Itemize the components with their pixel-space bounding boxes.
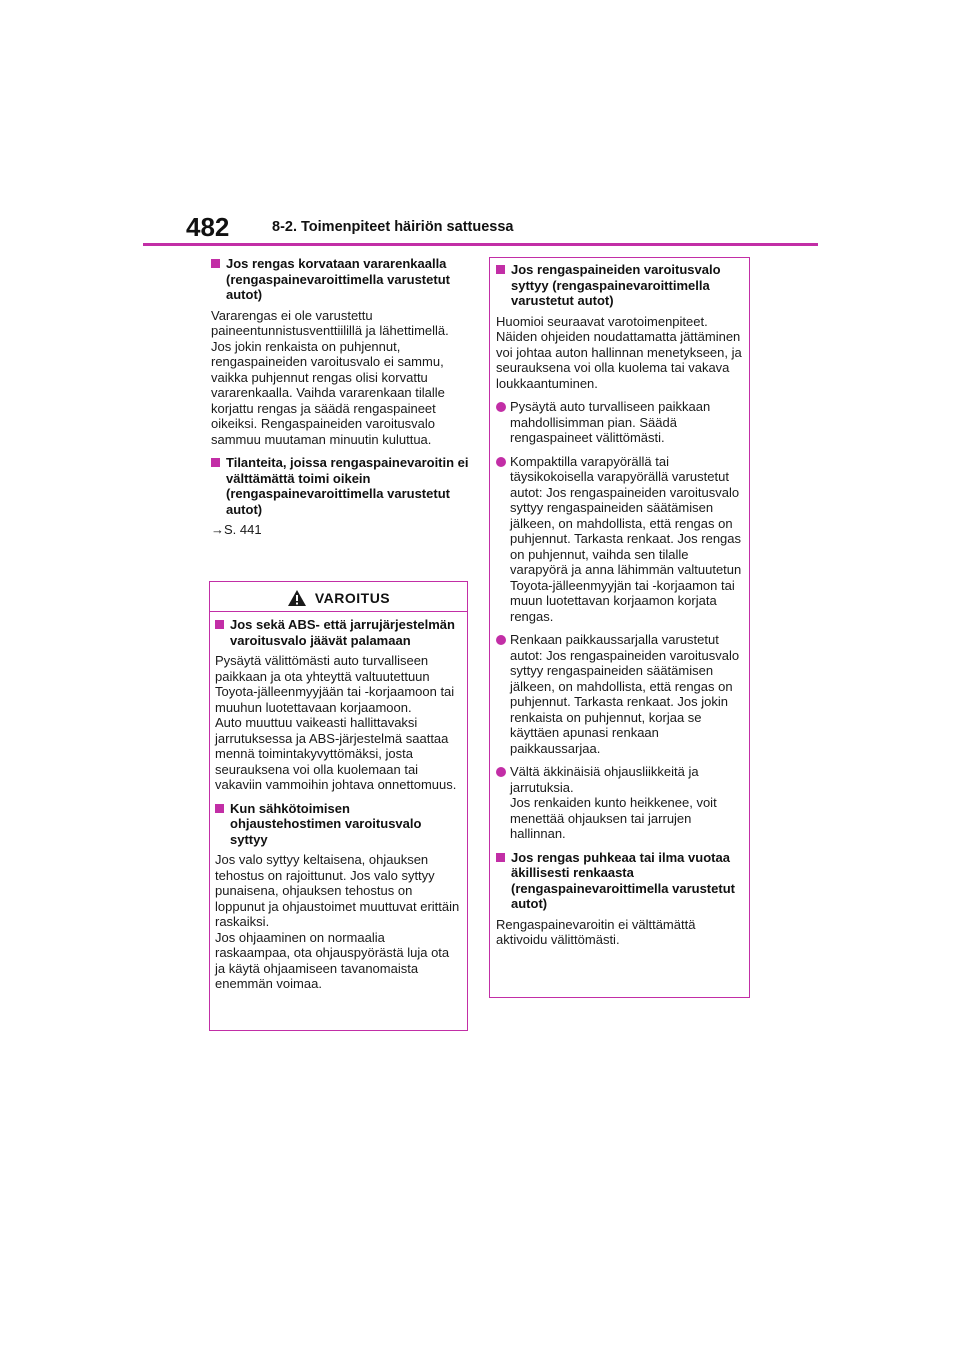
square-bullet-icon bbox=[211, 259, 220, 268]
round-bullet-icon bbox=[496, 457, 506, 467]
left-column bbox=[211, 256, 469, 538]
round-bullet-icon bbox=[496, 402, 506, 412]
list-item: Renkaan paikkaussarjalla varustetut autot: Jos rengaspaineiden varoitusvalo syttyy rengaspaineiden säätämisen jälkeen, on mahdollista, että rengas on puhjennut. Tarkasta renkaat. Jos jokin renkaista on puhjennut, korjaa se käyttäen apunasi renkaan paikkaussarjaa. bbox=[496, 632, 744, 756]
paragraph-power-steering: Jos valo syttyy keltaisena, ohjauksen tehostus on rajoittunut. Jos valo syttyy punaisena, ohjauksen tehostus on loppunut ja ohjaustoimet muuttuvat erittäin raskaiksi. Jos ohjaaminen on normaalia raskaampaa, ota ohjauspyörästä luja ota ja käytä ohjaamiseen tavanomaista enemmän voimaa. bbox=[215, 852, 460, 991]
heading-sudden-puncture: Jos rengas puhkeaa tai ilma vuotaa äkillisesti renkaasta (rengaspainevaroittimella varustetut autot) bbox=[496, 850, 744, 912]
heading-abs-brake: Jos sekä ABS- että jarrujärjestelmän varoitusvalo jäävät palamaan bbox=[215, 617, 462, 648]
square-bullet-icon bbox=[496, 853, 505, 862]
paragraph-sudden-puncture: Rengaspainevaroitin ei välttämättä aktivoidu välittömästi. bbox=[496, 916, 696, 947]
list-item: Kompaktilla varapyörällä tai täysikokoisella varapyörällä varustetut autot: Jos rengaspaineiden varoitusvalo syttyy rengaspaineiden säätämisen jälkeen, on mahdollista, että rengas on puhjennut. Tarkasta renkaat. Jos rengas on puhjennut, vaihda sen tilalle varapyörä ja anna lähimmän valtuutetun Toyota-jälleenmyyjän tai -korjaamon tai muun luotettavan korjaamon korjata rengas. bbox=[496, 454, 744, 625]
list-item: Vältä äkkinäisiä ohjausliikkeitä ja jarrutuksia. Jos renkaiden kunto heikkenee, voit menettää ohjauksen tai jarrujen hallinnan. bbox=[496, 764, 744, 842]
page-number: 482 bbox=[186, 212, 230, 242]
paragraph-tpms-light: Huomioi seuraavat varotoimenpiteet. Näiden ohjeiden noudattamatta jättäminen voi johtaa auton hallinnan menetykseen, ja seurauksena voi olla kuolema tai vakava loukkaantuminen. bbox=[496, 313, 742, 391]
square-bullet-icon bbox=[496, 265, 505, 274]
round-bullet-icon bbox=[496, 635, 506, 645]
section-title: 8-2. Toimenpiteet häiriön sattuessa bbox=[272, 219, 514, 235]
square-bullet-icon bbox=[215, 620, 224, 629]
heading-spare-tire: Jos rengas korvataan vararenkaalla (rengaspainevaroittimella varustetut autot) bbox=[211, 256, 469, 303]
header-rule bbox=[143, 243, 818, 246]
paragraph-abs-brake: Pysäytä välittömästi auto turvalliseen paikkaan ja ota yhteyttä valtuutettuun Toyota-jälleenmyyjään tai -korjaamoon tai muuhun luotettavaan korjaamoon. Auto muuttuu vaikeasti hallittavaksi jarrutuksessa ja ABS-järjestelmä saattaa mennä toimintakyvyttömäksi, josta seurauksena voi olla kuolemaan tai vakaviin vammoihin johtava onnettomuus. bbox=[215, 653, 457, 792]
caution-box bbox=[489, 257, 750, 998]
page-reference-link[interactable]: →S. 441 bbox=[211, 522, 262, 537]
heading-tpms-situations: Tilanteita, joissa rengaspainevaroitin ei välttämättä toimi oikein (rengaspainevaroittimella varustetut autot) bbox=[211, 455, 469, 517]
round-bullet-icon bbox=[496, 767, 506, 777]
square-bullet-icon bbox=[211, 458, 220, 467]
paragraph-spare-tire: Vararengas ei ole varustettu paineentunnistusventtiilillä ja lähettimellä. Jos jokin renkaista on puhjennut, rengaspaineiden varoitusvalo ei sammu, vaikka puhjennut rengas olisi korvattu vararenkaalla. Vaihda vararenkaan tilalle korjattu rengas ja säädä rengaspaineet oikeiksi. Rengaspaineiden varoitusvalo sammuu muutaman minuutin kuluttua. bbox=[211, 307, 449, 447]
warning-triangle-icon bbox=[287, 589, 307, 607]
warning-title: VAROITUS bbox=[314, 590, 391, 606]
list-item: Pysäytä auto turvalliseen paikkaan mahdollisimman pian. Säädä rengaspaineet välittömästi. bbox=[496, 399, 744, 446]
square-bullet-icon bbox=[215, 804, 224, 813]
warning-header bbox=[210, 582, 467, 612]
heading-power-steering: Kun sähkötoimisen ohjaustehostimen varoitusvalo syttyy bbox=[215, 801, 462, 848]
warning-box bbox=[209, 581, 468, 1031]
heading-tpms-light: Jos rengaspaineiden varoitusvalo syttyy (rengaspainevaroittimella varustetut autot) bbox=[496, 262, 744, 309]
